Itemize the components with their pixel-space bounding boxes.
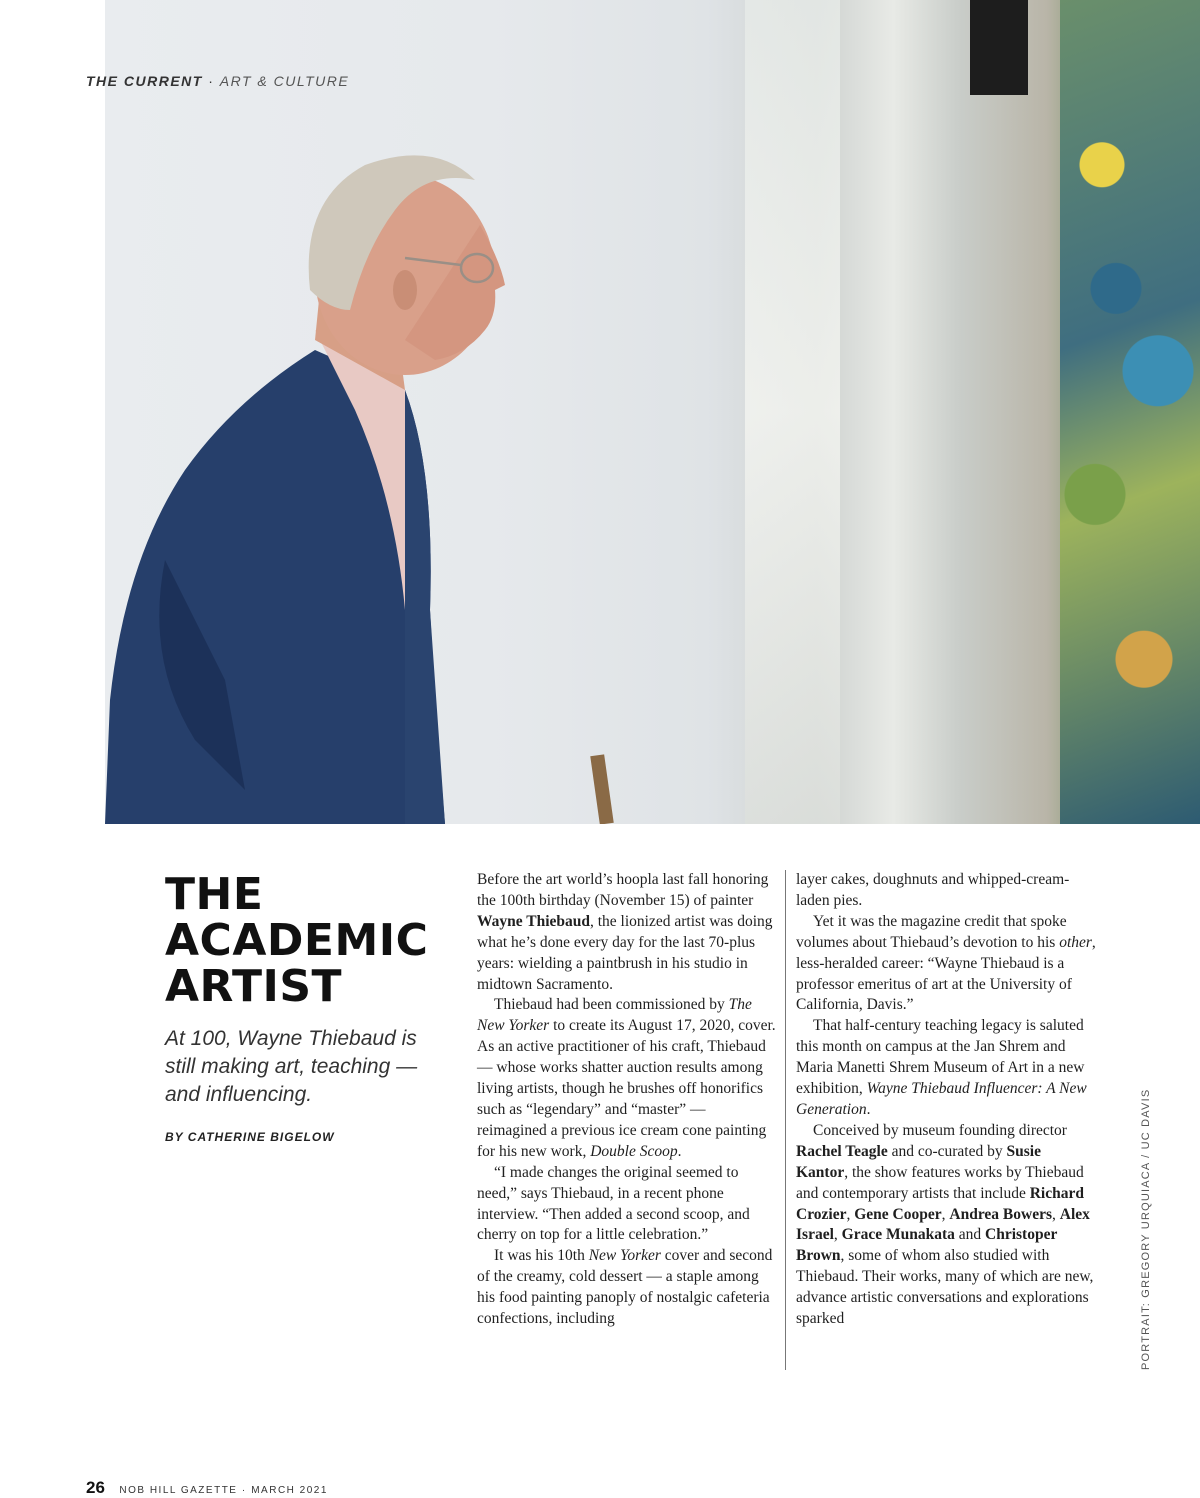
page-number: 26 <box>86 1478 105 1497</box>
text-run: Before the art world’s hoopla last fall honoring the 100th birthday (November 15) of painter <box>477 871 769 909</box>
text-run: , some of whom also studied with Thiebaud. Their works, many of which are new, advance artistic conversations and explorations sparked <box>796 1247 1094 1328</box>
column-rule <box>785 870 786 1370</box>
body-paragraph <box>477 1246 777 1330</box>
text-run: That half-century teaching legacy is saluted this month on campus at the Jan Shrem and Maria Manetti Shrem Museum of Art in a new exhibition, <box>796 1017 1085 1098</box>
headline <box>165 869 429 1012</box>
headline-line-3: ARTIST <box>165 961 343 1012</box>
text-run: Thiebaud had been commissioned by <box>494 996 729 1014</box>
body-paragraph <box>796 1121 1096 1330</box>
hero-photo <box>105 0 1200 824</box>
bold-name: Rachel Teagle <box>796 1142 888 1160</box>
italic-title: Double Scoop <box>590 1142 678 1160</box>
text-run: and <box>954 1226 986 1244</box>
body-paragraph <box>477 1163 777 1247</box>
bold-name: Christoper Brown <box>796 1226 1058 1265</box>
byline: BY CATHERINE BIGELOW <box>165 1130 335 1144</box>
text-run: , <box>846 1205 855 1223</box>
body-paragraph <box>796 912 1096 1017</box>
text-run: layer cakes, doughnuts and whipped-cream-laden pies. <box>796 871 1070 909</box>
body-paragraph <box>477 995 777 1162</box>
dek: At 100, Wayne Thiebaud is still making art, teaching — and influencing. <box>165 1027 418 1106</box>
italic-title: New Yorker <box>588 1247 661 1265</box>
bold-name: Gene Cooper <box>854 1205 942 1223</box>
text-run: , less-heralded career: “Wayne Thiebaud is a professor emeritus of art at the University of California, Davis.” <box>796 933 1096 1014</box>
section-name: THE CURRENT <box>86 73 203 89</box>
text-run: Conceived by museum founding director <box>813 1121 1067 1139</box>
bold-name: Grace Munakata <box>841 1226 955 1244</box>
issue-date: MARCH 2021 <box>251 1485 328 1496</box>
publication-name: NOB HILL GAZETTE <box>119 1485 238 1496</box>
body-paragraph <box>796 1016 1096 1121</box>
text-run: Yet it was the magazine credit that spoke volumes about Thiebaud’s devotion to his <box>796 912 1067 951</box>
text-run: , <box>833 1226 842 1244</box>
photo-credit: PORTRAIT: GREGORY URQUIACA / UC DAVIS <box>1140 1088 1152 1370</box>
bold-name: Andrea Bowers <box>949 1205 1053 1223</box>
photo-easel <box>590 754 613 824</box>
text-run: , the show features works by Thiebaud and contemporary artists that include <box>796 1163 1084 1202</box>
text-run: . <box>866 1100 871 1118</box>
text-run: . <box>677 1142 682 1160</box>
text-run: “I made changes the original seemed to need,” says Thiebaud, in a recent phone interview. “Then added a second scoop, and cherry on top for a little celebration.” <box>477 1163 750 1244</box>
body-paragraph <box>477 870 777 995</box>
italic-title: other <box>1059 933 1092 951</box>
body-column-2 <box>796 870 1096 1330</box>
text-run: , <box>1052 1205 1060 1223</box>
text-run: , <box>941 1205 950 1223</box>
body-paragraph <box>796 870 1096 912</box>
photo-sign <box>970 0 1028 95</box>
section-separator: · <box>208 73 215 89</box>
photo-portrait-figure <box>105 140 525 824</box>
text-run: cover and second of the creamy, cold dessert — a staple among his food painting panoply of nostalgic cafeteria confections, including <box>477 1247 773 1328</box>
text-run: and co-curated by <box>887 1142 1007 1160</box>
text-run: to create its August 17, 2020, cover. As an active practitioner of his craft, Thiebaud — whose works shatter auction results among living artists, though he brushes off honorifics such as “legendary” and “master” — reimagined a previous ice cream cone painting for his new work, <box>477 1017 776 1160</box>
body-column-1 <box>477 870 777 1330</box>
page-footer <box>86 1478 328 1498</box>
text-run: It was his 10th <box>494 1247 589 1265</box>
italic-title: The New Yorker <box>477 996 752 1035</box>
bold-name: Richard Crozier <box>796 1184 1084 1223</box>
headline-line-1: THE <box>165 869 264 920</box>
bold-name: Alex Israel <box>796 1205 1090 1244</box>
bold-name: Wayne Thiebaud <box>477 912 590 930</box>
section-header <box>86 73 349 89</box>
text-run: , the lionized artist was doing what he’s done every day for the last 70-plus years: wielding a paintbrush in his studio in midtown Sacramento. <box>477 912 773 993</box>
headline-line-2: ACADEMIC <box>165 915 429 966</box>
photo-window-background <box>745 0 840 824</box>
italic-title: Wayne Thiebaud Influencer: A New Generation <box>796 1080 1087 1118</box>
footer-separator: · <box>241 1485 247 1496</box>
section-category: ART & CULTURE <box>219 73 350 89</box>
bold-name: Susie Kantor <box>796 1142 1041 1181</box>
photo-mural-painting <box>1060 0 1200 824</box>
